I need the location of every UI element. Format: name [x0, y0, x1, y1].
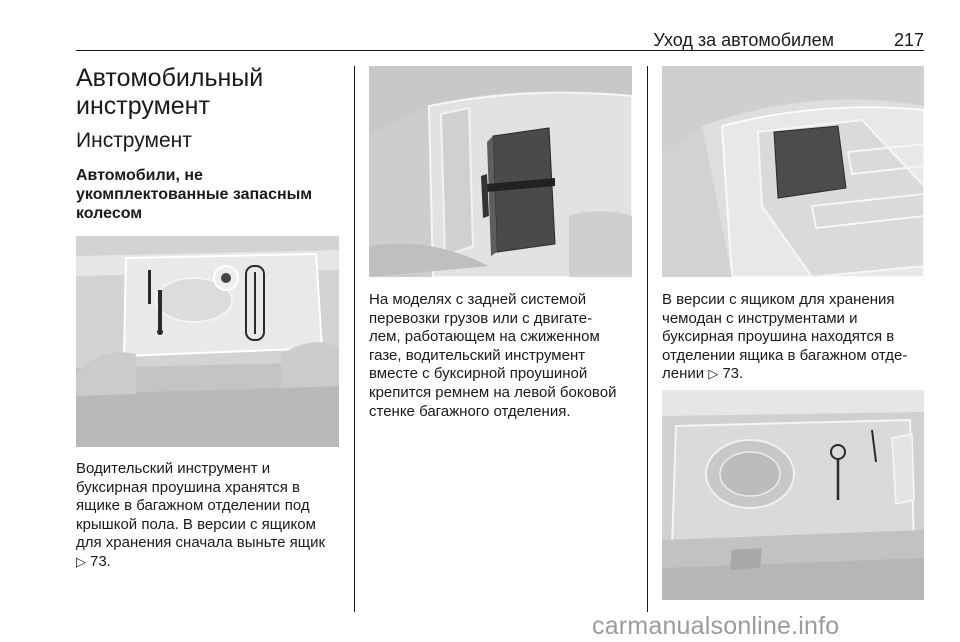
- text-line: буксирная проушина находятся в: [662, 328, 895, 346]
- text-fragment: лении: [662, 365, 705, 383]
- text-line: [76, 553, 348, 572]
- page-reference[interactable]: 73.: [722, 365, 744, 383]
- reference-arrow-icon: ▷: [76, 553, 86, 569]
- text-line: крепится ремнем на левой боковой: [369, 383, 617, 401]
- reference-arrow-icon: ▷: [708, 366, 719, 382]
- figure-spare-well-tools: [662, 390, 924, 600]
- text-line: В версии с ящиком для хранения: [662, 291, 895, 308]
- column-divider: [354, 66, 355, 612]
- section-title: Уход за автомобилем: [653, 30, 834, 50]
- text-line: отделении ящика в багажном отде-: [662, 346, 908, 364]
- text-line: для хранения сначала выньте ящик: [76, 534, 326, 552]
- chapter-heading: Автомобильный инструмент: [76, 64, 264, 120]
- header-rule: [76, 50, 924, 51]
- section-heading: Инструмент: [76, 129, 192, 152]
- text-line: чемодан с инструментами и: [662, 309, 858, 327]
- figure-storage-box: [662, 66, 924, 277]
- figure-tool-well: [76, 236, 339, 447]
- subsection-heading: Автомобили, не укомплектованные запасным колесом: [76, 167, 313, 222]
- text-line: вместе с буксирной проушиной: [369, 365, 588, 383]
- text-line: газе, водительский инструмент: [369, 346, 586, 364]
- text-line: перевозки грузов или с двигате-: [369, 309, 593, 327]
- page-number: 217: [893, 30, 924, 50]
- paragraph-col2: [369, 291, 644, 421]
- paragraph-col3: [662, 291, 934, 384]
- text-line: буксирная проушина хранятся в: [76, 478, 301, 496]
- page-reference[interactable]: 73.: [90, 552, 111, 570]
- column-divider: [647, 66, 648, 612]
- paragraph-col1: [76, 460, 348, 572]
- text-line: стенке багажного отделения.: [369, 402, 571, 420]
- text-line: лем, работающем на сжиженном: [369, 328, 600, 346]
- text-line: [662, 365, 934, 384]
- text-line: крышкой пола. В версии с ящиком: [76, 515, 316, 533]
- watermark: carmanualsonline.info: [592, 612, 840, 640]
- text-line: На моделях с задней системой: [369, 291, 587, 308]
- text-line: Водительский инструмент и: [76, 460, 271, 477]
- figure-tool-case-side-wall: [369, 66, 632, 277]
- text-line: ящике в багажном отделении под: [76, 497, 310, 515]
